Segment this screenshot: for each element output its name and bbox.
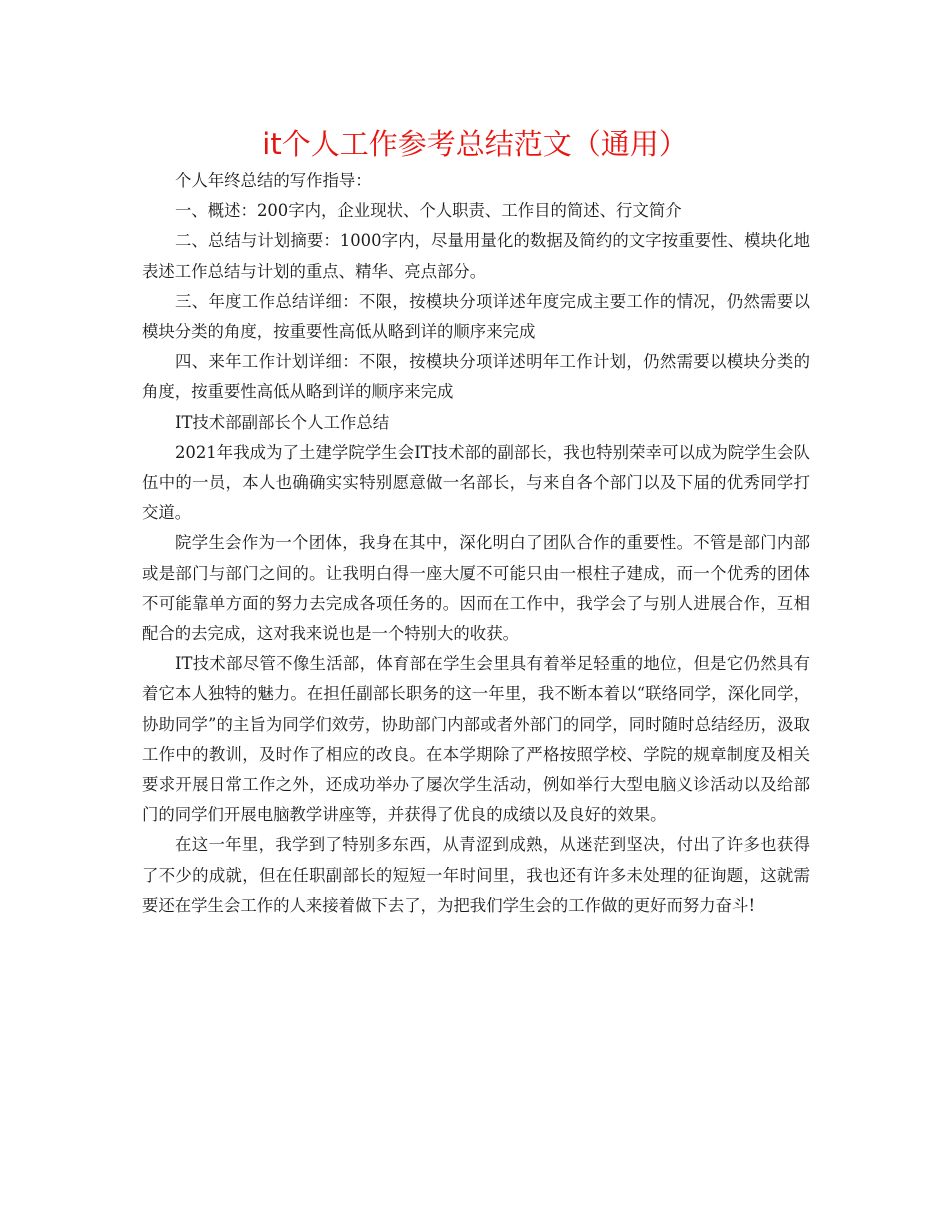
paragraph-overview: 一、概述：200字内，企业现状、个人职责、工作目的简述、行文简介 (175, 201, 682, 221)
document-title: it个人工作参考总结范文（通用） (262, 127, 688, 161)
paragraph-intro: 2021年我成为了土建学院学生会IT技术部的副部长，我也特别荣幸可以成为院学生会队伍中的一员，本人也确确实实特别愿意做一名部长，与来自各个部门以及下届的优秀同学打交道。 (142, 442, 810, 523)
paragraph-teamwork: 院学生会作为一个团体，我身在其中，深化明白了团队合作的重要性。不管是部门内部或是部门与部门之间的。让我明白得一座大厦不可能只由一根柱子建成，而一个优秀的团体不可能靠单方面的努力去完成各项任务的。因而在工作中，我学会了与别人进展合作，互相配合的去完成，这对我来说也是一个特别大的收获。 (142, 533, 810, 644)
paragraph-writing-guide-heading: 个人年终总结的写作指导： (175, 171, 372, 190)
paragraph-annual-summary: 三、年度工作总结详细：不限，按模块分项详述年度完成主要工作的情况，仍然需要以模块分类的角度，按重要性高低从略到详的顺序来完成 (142, 291, 810, 342)
paragraph-next-year-plan: 四、来年工作计划详细：不限，按模块分项详述明年工作计划，仍然需要以模块分类的角度，按重要性高低从略到详的顺序来完成 (142, 352, 810, 402)
paragraph-section-heading: IT技术部副部长个人工作总结 (175, 412, 390, 432)
document-body (142, 166, 810, 921)
paragraph-department-work: IT技术部尽管不像生活部，体育部在学生会里具有着举足轻重的地位，但是它仍然具有着它本人独特的魅力。在担任副部长职务的这一年里，我不断本着以“联络同学，深化同学，协助同学”的主旨为同学们效劳，协助部门内部或者外部门的同学，同时随时总结经历，汲取工作中的教训，及时作了相应的改良。在本学期除了严格按照学校、学院的规章制度及相关要求开展日常工作之外，还成功举办了屡次学生活动，例如举行大型电脑义诊活动以及给部门的同学们开展电脑教学讲座等，并获得了优良的成绩以及良好的效果。 (142, 654, 810, 825)
paragraph-conclusion: 在这一年里，我学到了特别多东西，从青涩到成熟，从迷茫到坚决，付出了许多也获得了不少的成就，但在任职副部长的短短一年时间里，我也还有许多未处理的征询题，这就需要还在学生会工作的人来接着做下去了，为把我们学生会的工作做的更好而努力奋斗! (142, 835, 810, 915)
paragraph-summary-plan: 二、总结与计划摘要：1000字内，尽量用量化的数据及简约的文字按重要性、模块化地表述工作总结与计划的重点、精华、亮点部分。 (142, 231, 810, 281)
